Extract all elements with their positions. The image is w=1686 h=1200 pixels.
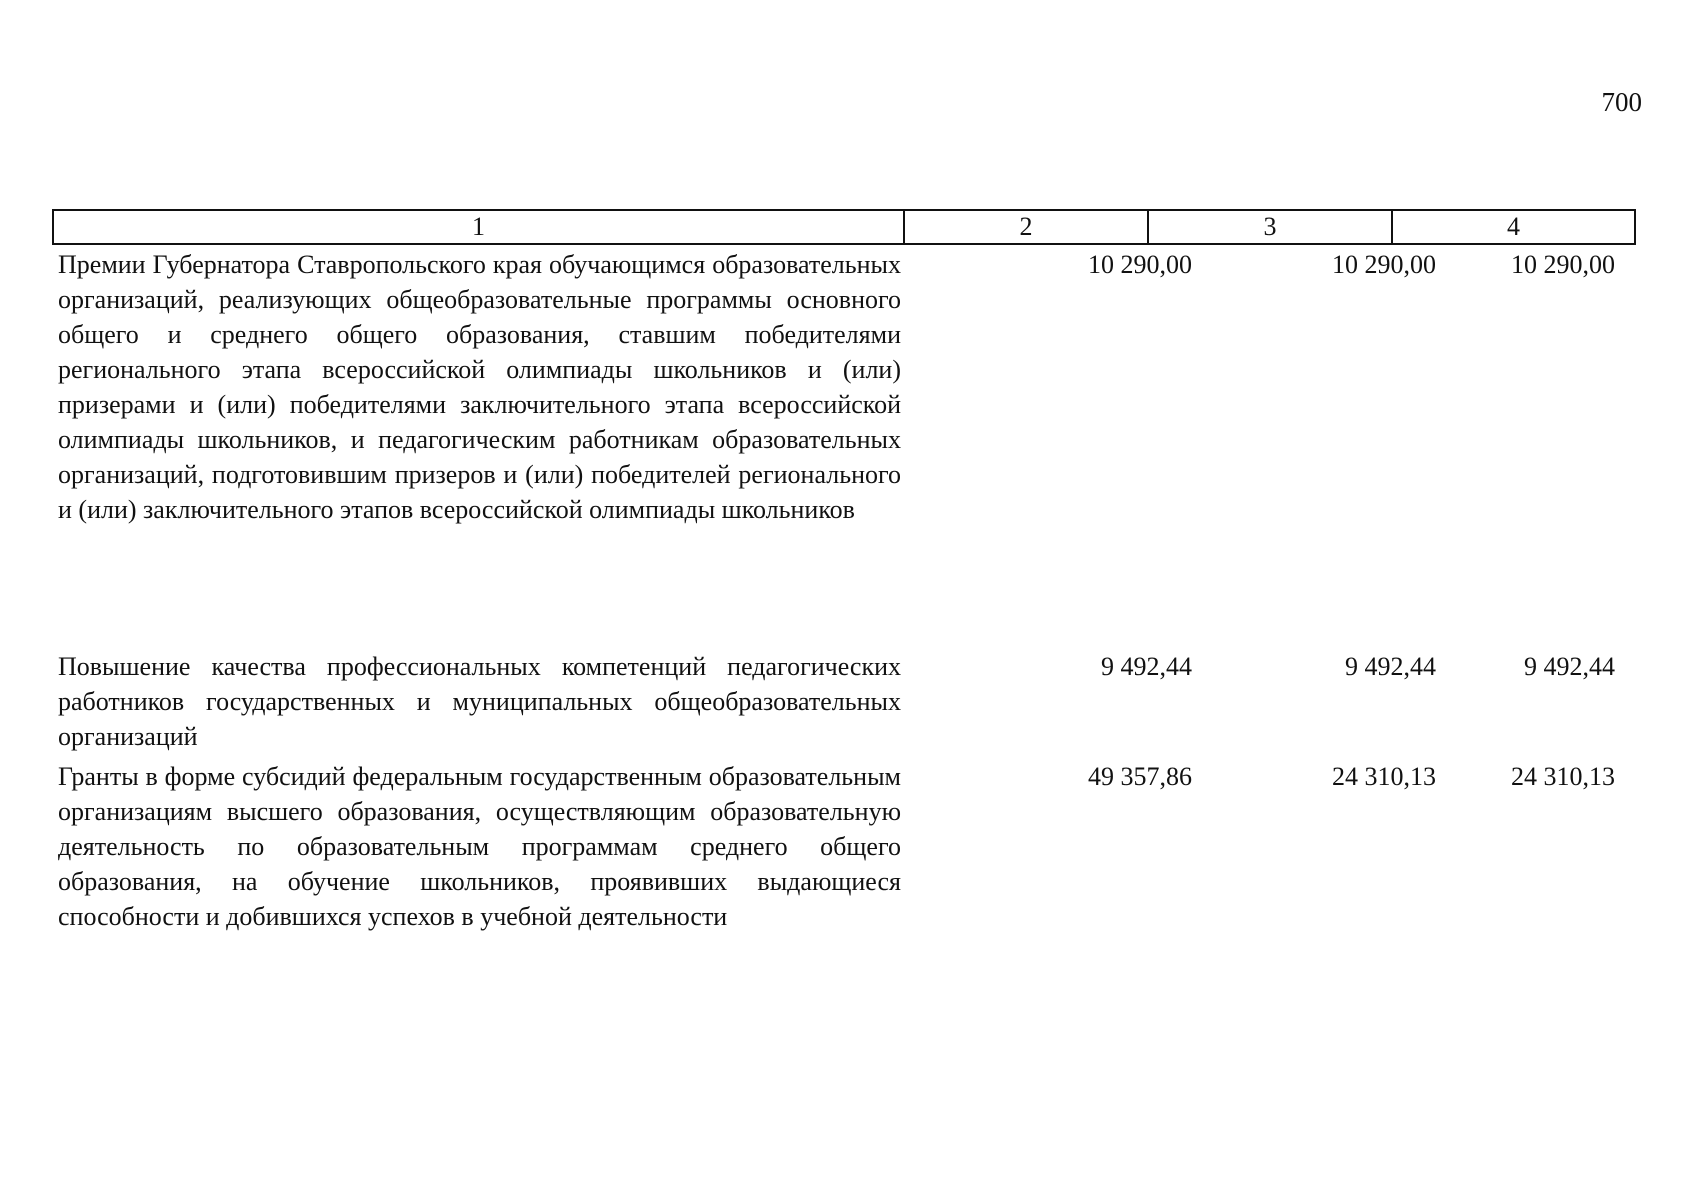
row-description: Премии Губернатора Ставропольского края обучающимся образовательных организаций, реализующих общеобразовательные программы основного общего и среднего общего образования, ставшим победителями регионального этапа всероссийской олимпиады школьников и (или) призерами и (или) победителями заключительного этапа всероссийской олимпиады школьников, и педагогическим работникам образовательных организаций, подготовившим призеров и (или) победителей регионального и (или) заключительного этапов всероссийской олимпиады школьников <box>58 250 901 524</box>
row-value-col-4: 9 492,44 <box>1524 652 1615 681</box>
table-header-col-4: 4 <box>1507 212 1520 241</box>
row-value-col-2: 49 357,86 <box>1088 762 1192 791</box>
row-value-col-2: 10 290,00 <box>1088 250 1192 279</box>
row-description: Гранты в форме субсидий федеральным государственным образовательным организациям высшего образования, осуществляющим образовательную деятельность по образовательным программам среднего общего образования, на обучение школьников, проявивших выдающиеся способности и добившихся успехов в учебной деятельности <box>58 762 901 931</box>
row-value-col-3: 10 290,00 <box>1332 250 1436 279</box>
page-number: 700 <box>1601 87 1642 117</box>
row-value-col-4: 24 310,13 <box>1511 762 1615 791</box>
table-header-col-3: 3 <box>1149 211 1393 243</box>
table-header-col-2: 2 <box>905 211 1149 243</box>
row-description: Повышение качества профессиональных компетенций педагогических работников государственных и муниципальных общеобразовательных организаций <box>58 652 901 751</box>
row-value-col-4: 10 290,00 <box>1511 250 1615 279</box>
row-value-col-2: 9 492,44 <box>1101 652 1192 681</box>
row-value-col-3: 24 310,13 <box>1332 762 1436 791</box>
table-header-col-1: 1 <box>54 211 905 243</box>
row-value-col-3: 9 492,44 <box>1345 652 1436 681</box>
table-header-row <box>52 209 1636 245</box>
